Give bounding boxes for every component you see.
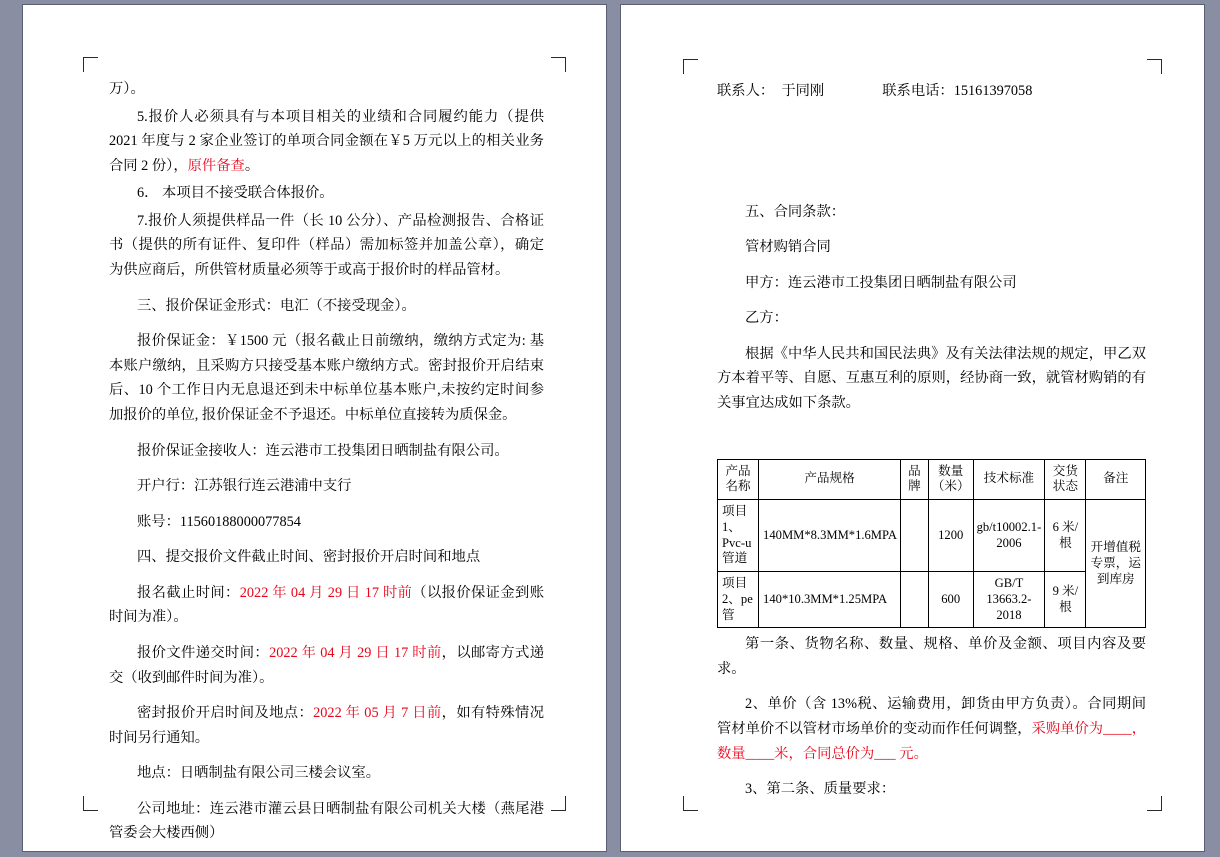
table-cell-product-delivery: 9 米/根 [1045,572,1086,628]
table-header-cell: 产品名称 [718,459,759,499]
paragraph-deposit-terms [109,329,544,427]
text-run: 报名截止时间： [137,584,240,601]
text-run: 管材购销合同 [745,239,831,256]
table-row [718,572,1146,628]
text-run: 5.报价人必须具有与本项目相关的业绩和合同履约能力（提供 2021 年度与 2 家企业签订的单项合同金额在￥5 万元以上的相关业务合同 2 份）， [109,108,544,174]
text-run: （以报价保证金到账时间为准）。 [109,584,545,626]
product-table-body [718,500,1146,628]
crop-mark-bottom-right-icon [551,796,566,811]
table-cell-product-spec: 140*10.3MM*1.25MPA [759,572,901,628]
party-b-line [717,306,1146,331]
paragraph-spacer [109,286,544,294]
text-run: 报价保证金：￥1500 元（报名截止日前缴纳，缴纳方式定为: 基本账户缴纳，且采购方只接受基本账户缴纳方式。密封报价开启结束后、10 个工作日内无息退还到未中标单位基本账户,未按约定时间参加报价的单位, 报价保证金不予退还。中标单位直接转为质保金。 [109,333,544,423]
text-run: 6． 本项目不接受联合体报价。 [137,185,334,202]
text-run-highlight: 采购单价为____，数量____米，合同总价为___ 元。 [717,720,1147,762]
paragraph-spacer [109,693,544,701]
paragraph-spacer [717,263,1146,271]
crop-mark-top-left-icon [683,59,698,74]
party-a-line [717,271,1146,296]
paragraph-spacer [717,684,1146,692]
paragraph-spacer [109,502,544,510]
section-spacer [717,104,1146,200]
heading-section-five [717,200,1146,225]
text-run: ，以邮寄方式递交（收到邮件时间为准）。 [109,644,544,686]
paragraph-spacer [109,633,544,641]
contract-preamble [717,342,1146,416]
table-cell-product-name: 项目 1、Pvc-u 管道 [718,500,759,572]
text-run: 四、提交报价文件截止时间、密封报价开启时间和地点 [137,549,481,566]
text-run: 根据《中华人民共和国民法典》及有关法律法规的规定，甲乙双方本着平等、自愿、互惠互利的原则，经协商一致，就管材购销的有关事宜达成如下条款。 [717,345,1146,412]
contact-line [717,79,1146,104]
text-run: ，如有特殊情况时间另行通知。 [109,705,544,746]
paragraph-spacer [717,334,1146,342]
paragraph-spacer [109,753,544,761]
text-run: 。 [244,157,260,174]
table-cell-product-name: 项目 2、pe 管 [718,572,759,628]
clause-unit-price [717,692,1146,766]
crop-mark-top-right-icon [1147,59,1162,74]
crop-mark-bottom-left-icon [83,796,98,811]
product-table [717,459,1146,629]
text-run: 第一条、货物名称、数量、规格、单价及金额、项目内容及要求。 [717,636,1146,677]
table-row [718,500,1146,572]
table-cell-product-brand [900,572,928,628]
table-header-cell: 交货状态 [1045,459,1086,499]
paragraph-bank-account [109,510,544,535]
paragraph-spacer [717,227,1146,235]
table-header-row [718,459,1146,499]
paragraph-item-6 [109,181,544,206]
paragraph-spacer [717,298,1146,306]
table-cell-product-qty: 600 [928,572,973,628]
table-cell-product-standard: GB/T 13663.2-2018 [973,572,1045,628]
paragraph-item-7 [109,209,544,283]
text-run: 报价保证金接收人：连云港市工投集团日晒制盐有限公司。 [137,442,509,459]
text-run: 报价文件递交时间： [137,644,270,661]
text-run: 地点：日晒制盐有限公司三楼会议室。 [137,765,381,782]
paragraph-spacer [109,537,544,545]
paragraph-submission-deadline [109,641,544,690]
table-cell-product-standard: gb/t10002.1-2006 [973,500,1045,572]
table-cell-product-delivery: 6 米/根 [1045,500,1086,572]
crop-mark-top-left-icon [83,57,98,72]
page-right-body [717,79,1146,805]
text-run: 密封报价开启时间及地点： [137,705,314,722]
paragraph-continuation [109,77,544,102]
contact-phone [882,79,1032,104]
text-run-highlight: 2022 年 04 月 29 日 17 时前 [269,644,442,661]
text-run: 账号：11560188000077854 [137,513,301,530]
text-run: 2、单价（含 13%税、运输费用，卸货由甲方负责）。合同期间管材单价不以管材市场单价的变动而作任何调整， [717,696,1146,737]
crop-mark-bottom-right-icon [1147,796,1162,811]
crop-mark-bottom-left-icon [683,796,698,811]
paragraph-deposit-receiver [109,439,544,464]
paragraph-item-5 [109,105,544,179]
paragraph-spacer [109,431,544,439]
contract-title [717,235,1146,260]
heading-section-three [109,294,544,319]
table-header-cell: 产品规格 [759,459,901,499]
paragraph-spacer [109,321,544,329]
contact-phone-label: 联系电话： [882,83,954,99]
contact-person-name: 于同刚 [781,83,825,99]
table-header-cell: 备注 [1086,459,1146,499]
contact-person [717,79,824,104]
clause-two-quality [717,777,1146,802]
heading-section-four [109,545,544,570]
contact-person-label: 联系人： [717,83,775,99]
text-run-highlight: 2022 年 04 月 29 日 17 时前 [239,584,413,601]
paragraph-opening-time [109,701,544,750]
text-run-highlight: 原件备查 [187,157,245,174]
page-right-content [621,5,1204,851]
text-run: 开户行：江苏银行连云港浦中支行 [137,478,352,495]
text-run-highlight: 2022 年 05 月 7 日前 [313,705,442,722]
table-header-cell: 数量（米） [928,459,973,499]
table-cell-product-note: 开增值税专票，运到库房 [1086,500,1146,628]
text-run: 五、合同条款： [745,203,846,220]
paragraph-spacer [109,466,544,474]
paragraph-registration-deadline [109,581,544,630]
table-cell-product-qty: 1200 [928,500,973,572]
page-left-body [109,77,544,849]
crop-mark-top-right-icon [551,57,566,72]
text-run: 7.报价人须提供样品一件（长 10 公分）、产品检测报告、合格证书（提供的所有证件、复印件（样品）需加标签并加盖公章），确定为供应商后，所供管材质量必须等于或高于报价时的样品管材。 [109,212,544,279]
text-run: 乙方： [745,310,788,327]
table-cell-product-spec: 140MM*8.3MM*1.6MPA [759,500,901,572]
contact-phone-number: 15161397058 [953,83,1033,99]
paragraph-company-address [109,797,544,846]
paragraph-spacer [109,789,544,797]
product-table-header [718,459,1146,499]
paragraph-spacer [109,573,544,581]
section-spacer [717,419,1146,453]
text-run: 3、第二条、质量要求： [745,781,896,798]
text-run: 公司地址：连云港市灌云县日晒制盐有限公司机关大楼（燕尾港管委会大楼西侧） [109,800,544,842]
page-left-content [23,5,606,851]
clause-one [717,632,1146,681]
paragraph-bank-name [109,474,544,499]
table-cell-product-brand [900,500,928,572]
table-header-cell: 品牌 [900,459,928,499]
table-header-cell: 技术标准 [973,459,1045,499]
paragraph-spacer [717,769,1146,777]
text-run: 三、报价保证金形式：电汇（不接受现金）。 [137,297,416,314]
text-run: 万）。 [109,81,145,97]
text-run: 甲方：连云港市工投集团日晒制盐有限公司 [745,274,1017,291]
document-page-left [22,4,607,852]
document-page-right [620,4,1205,852]
paragraph-location [109,761,544,786]
